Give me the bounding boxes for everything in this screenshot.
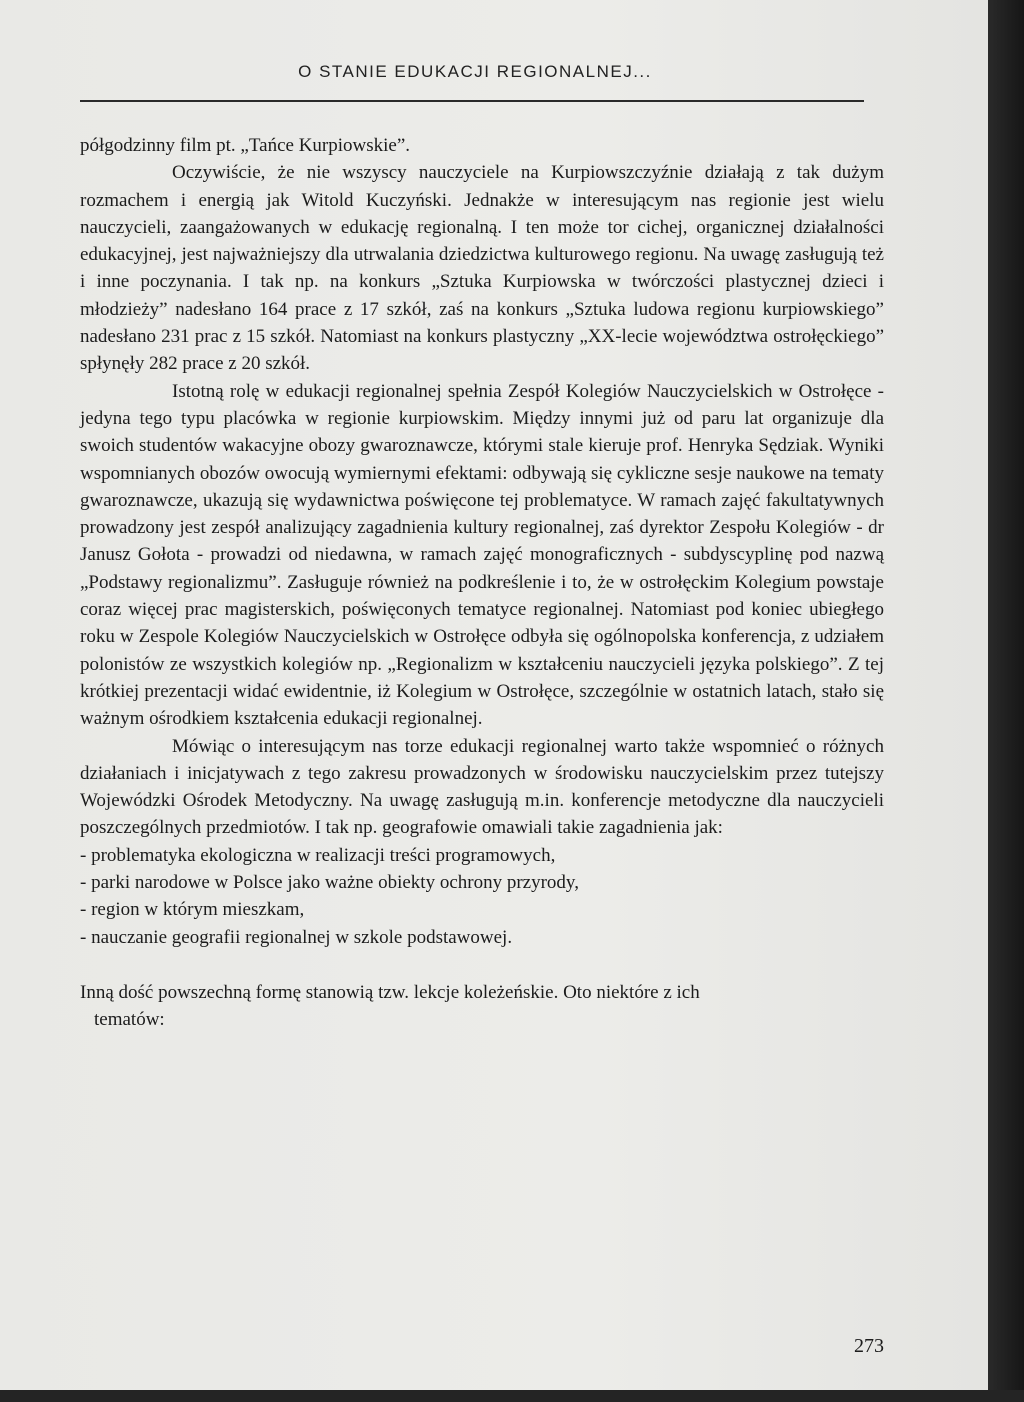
list-item: - nauczanie geografii regionalnej w szkole podstawowej. xyxy=(80,924,884,951)
body-text xyxy=(80,132,884,1034)
closing-line-1: Inną dość powszechną formę stanowią tzw. lekcje koleżeńskie. Oto niektóre z ich xyxy=(80,981,700,1003)
list-item: - parki narodowe w Polsce jako ważne obiekty ochrony przyrody, xyxy=(80,869,884,896)
list-item: - problematyka ekologiczna w realizacji treści programowych, xyxy=(80,842,884,869)
paragraph-1: półgodzinny film pt. „Tańce Kurpiowskie”. xyxy=(80,135,411,156)
header-rule xyxy=(80,100,864,102)
closing-paragraph xyxy=(80,979,884,1034)
scan-edge-bottom xyxy=(0,1390,1024,1402)
closing-line-2: tematów: xyxy=(94,1009,165,1031)
list-item: - region w którym mieszkam, xyxy=(80,896,884,923)
running-head: O STANIE EDUKACJI REGIONALNEJ... xyxy=(298,62,652,81)
page-number: 273 xyxy=(854,1335,884,1357)
topic-list xyxy=(80,842,884,951)
paragraph-2: Oczywiście, że nie wszyscy nauczyciele na Kurpiowszczyźnie działają z tak dużym rozmachem i energią jak Witold Kuczyński. Jednakże w interesującym nas regionie jest wielu nauczycieli, zaangażowanych w edukację regionalną. I ten może tor cichej, organicznej działalności edukacyjnej, jest najważniejszy dla utrwalania dziedzictwa kulturowego regionu. Na uwagę zasługują też i inne poczynania. I tak np. na konkurs „Sztuka Kurpiowska w twórczości plastycznej dzieci i młodzieży” nadesłano 164 prace z 17 szkół, zaś na konkurs „Sztuka ludowa regionu kurpiowskiego” nadesłano 231 prac z 15 szkół. Natomiast na konkurs plastyczny „XX-lecie województwa ostrołęckiego” spłynęły 282 prace z 20 szkół. xyxy=(80,162,884,375)
paragraph-4: Mówiąc o interesującym nas torze edukacji regionalnej warto także wspomnieć o różnych działaniach i inicjatywach z tego zakresu prowadzonych w środowisku nauczycielskim przez tutejszy Wojewódzki Ośrodek Metodyczny. Na uwagę zasługują m.in. konferencje metodyczne dla nauczycieli poszczególnych przedmiotów. I tak np. geografowie omawiali takie zagadnienia jak: xyxy=(80,735,884,839)
scan-edge-right xyxy=(988,0,1024,1402)
paragraph-3: Istotną rolę w edukacji regionalnej spełnia Zespół Kolegiów Nauczycielskich w Ostrołęce - jedyna tego typu placówka w regionie kurpiowskim. Między innymi już od paru lat organizuje dla swoich studentów wakacyjne obozy gwaroznawcze, którymi stale kieruje prof. Henryka Sędziak. Wyniki wspomnianych obozów owocują wymiernymi efektami: odbywają się cykliczne sesje naukowe na tematy gwaroznawcze, ukazują się wydawnictwa poświęcone tej problematyce. W ramach zajęć fakultatywnych prowadzony jest zespół analizujący zagadnienia kultury regionalnej, zaś dyrektor Zespołu Kolegiów - dr Janusz Gołota - prowadzi od niedawna, w ramach zajęć monograficznych - subdyscyplinę pod nazwą „Podstawy regionalizmu”. Zasługuje również na podkreślenie i to, że w ostrołęckim Kolegium powstaje coraz więcej prac magisterskich, poświęconych tematyce regionalnej. Natomiast pod koniec ubiegłego roku w Zespole Kolegiów Nauczycielskich w Ostrołęce odbyła się ogólnopolska konferencja, z udziałem polonistów ze wszystkich kolegiów np. „Regionalizm w kształceniu nauczycieli języka polskiego”. Z tej krótkiej prezentacji widać ewidentnie, iż Kolegium w Ostrołęce, szczególnie w ostatnich latach, stało się ważnym ośrodkiem kształcenia edukacji regionalnej. xyxy=(80,380,884,730)
